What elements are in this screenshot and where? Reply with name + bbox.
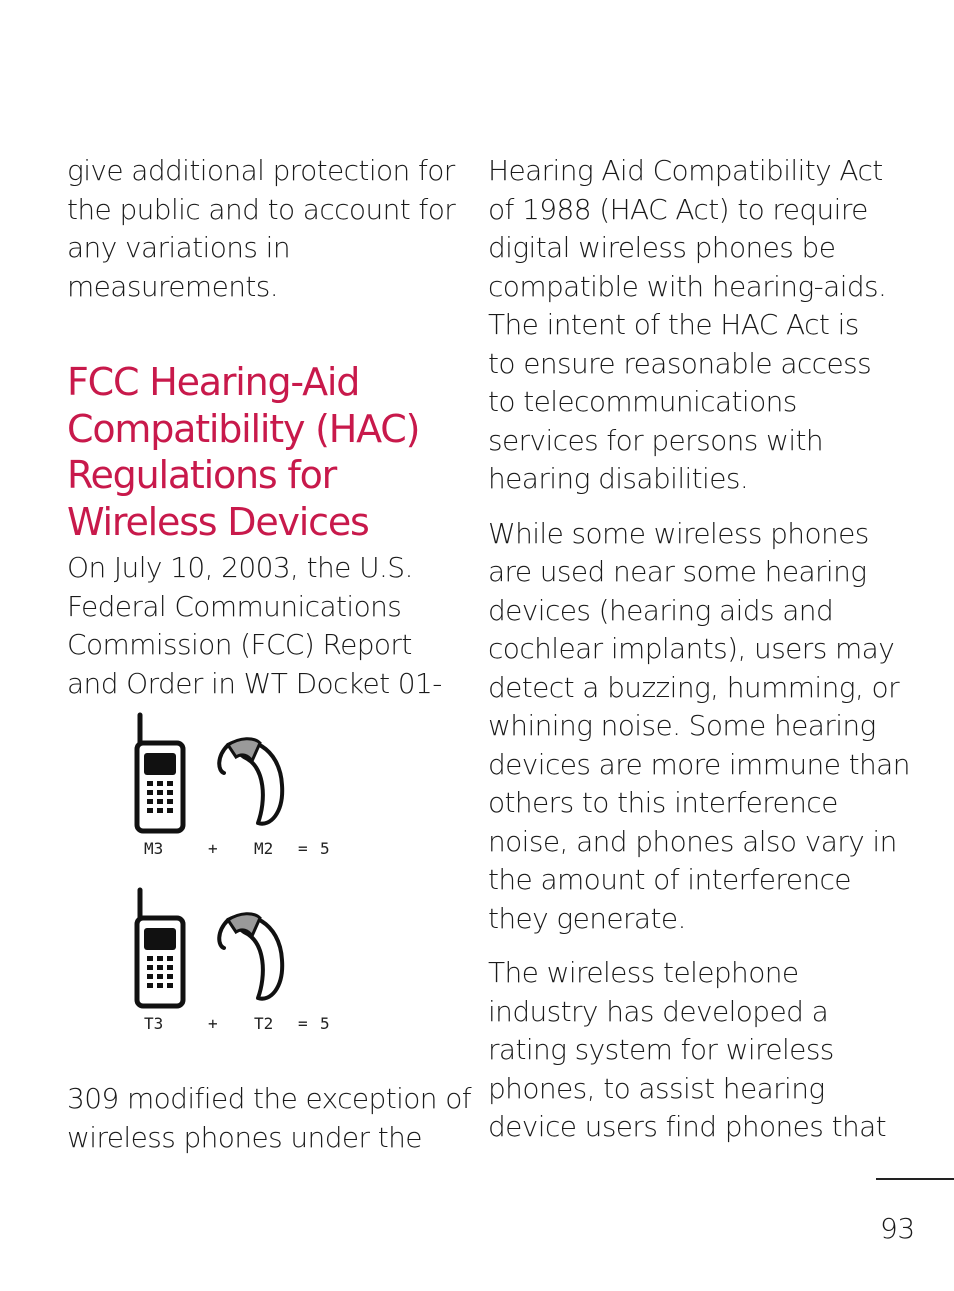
interference-paragraph (488, 515, 910, 939)
text-line: noise, and phones also vary in (488, 824, 897, 858)
left-column (67, 152, 462, 703)
text-line: digital wireless phones be (488, 231, 836, 264)
text-line: On July 10, 2003, the U.S. (67, 551, 413, 584)
total-rating-label: 5 (320, 1014, 330, 1033)
hac-act-paragraph (488, 152, 887, 499)
text-line: While some wireless phones (488, 516, 869, 550)
plus-sign: + (208, 839, 218, 858)
text-line: detect a buzzing, humming, or (488, 670, 899, 704)
phone-rating-label: T3 (144, 1014, 164, 1033)
text-line: The wireless telephone (488, 956, 799, 989)
text-line: compatible with hearing-aids. (488, 269, 887, 303)
text-line: and Order in WT Docket 01- (67, 666, 442, 700)
text-line: devices are more immune than (488, 747, 910, 781)
text-line: phones, to assist hearing (488, 1071, 825, 1105)
text-line: give additional protection for (67, 154, 455, 187)
text-line: hearing disabilities. (488, 462, 749, 495)
text-line: of 1988 (HAC Act) to require (488, 192, 868, 226)
text-line: wireless phones under the (67, 1120, 422, 1154)
text-line: devices (hearing aids and (488, 593, 834, 627)
text-line: any variations in (67, 231, 291, 264)
equals-sign: = (298, 1014, 308, 1033)
left-column-continued (67, 1080, 472, 1157)
text-line: Federal Communications (67, 589, 402, 623)
text-line: services for persons with (488, 423, 824, 457)
plus-sign: + (208, 1014, 218, 1033)
hac-rating-figure (120, 705, 350, 1050)
phone-icon (137, 890, 183, 1006)
text-line: rating system for wireless (488, 1033, 834, 1066)
text-line: they generate. (488, 901, 686, 935)
heading-line: Wireless Devices (67, 499, 369, 544)
text-line: the public and to account for (67, 192, 456, 226)
hearing-aid-icon (219, 739, 282, 824)
text-line: 309 modified the exception of (67, 1082, 472, 1115)
text-line: the amount of interference (488, 863, 851, 896)
footer-rule (876, 1178, 954, 1180)
fcc-paragraph (67, 549, 462, 703)
text-line: whining noise. Some hearing (488, 709, 876, 742)
text-line: others to this interference (488, 786, 838, 819)
text-line: Commission (FCC) Report (67, 628, 412, 661)
equals-sign: = (298, 839, 308, 858)
phone-rating-label: M3 (144, 839, 164, 858)
heading-line: Regulations for (67, 453, 337, 497)
rating-system-paragraph (488, 954, 887, 1147)
text-line: measurements. (67, 269, 279, 303)
heading-line: FCC Hearing-Aid (67, 360, 360, 404)
text-line: to telecommunications (488, 385, 797, 418)
text-line: cochlear implants), users may (488, 632, 895, 665)
rating-row-1 (137, 715, 330, 858)
aid-rating-label: M2 (254, 839, 274, 858)
rating-row-2 (137, 890, 330, 1033)
right-column (488, 152, 910, 1147)
heading-line: Compatibility (HAC) (67, 406, 420, 451)
total-rating-label: 5 (320, 839, 330, 858)
hearing-aid-icon (219, 914, 282, 999)
intro-paragraph (67, 152, 462, 306)
text-line: to ensure reasonable access (488, 346, 872, 380)
text-line: Hearing Aid Compatibility Act (488, 154, 883, 187)
aid-rating-label: T2 (254, 1014, 274, 1033)
text-line: device users find phones that (488, 1110, 887, 1143)
section-heading (67, 359, 462, 545)
page-number: 93 (880, 1212, 915, 1245)
phone-icon (137, 715, 183, 831)
text-line: industry has developed a (488, 994, 829, 1028)
text-line: The intent of the HAC Act is (488, 308, 859, 341)
exception-paragraph (67, 1080, 472, 1157)
text-line: are used near some hearing (488, 555, 867, 588)
